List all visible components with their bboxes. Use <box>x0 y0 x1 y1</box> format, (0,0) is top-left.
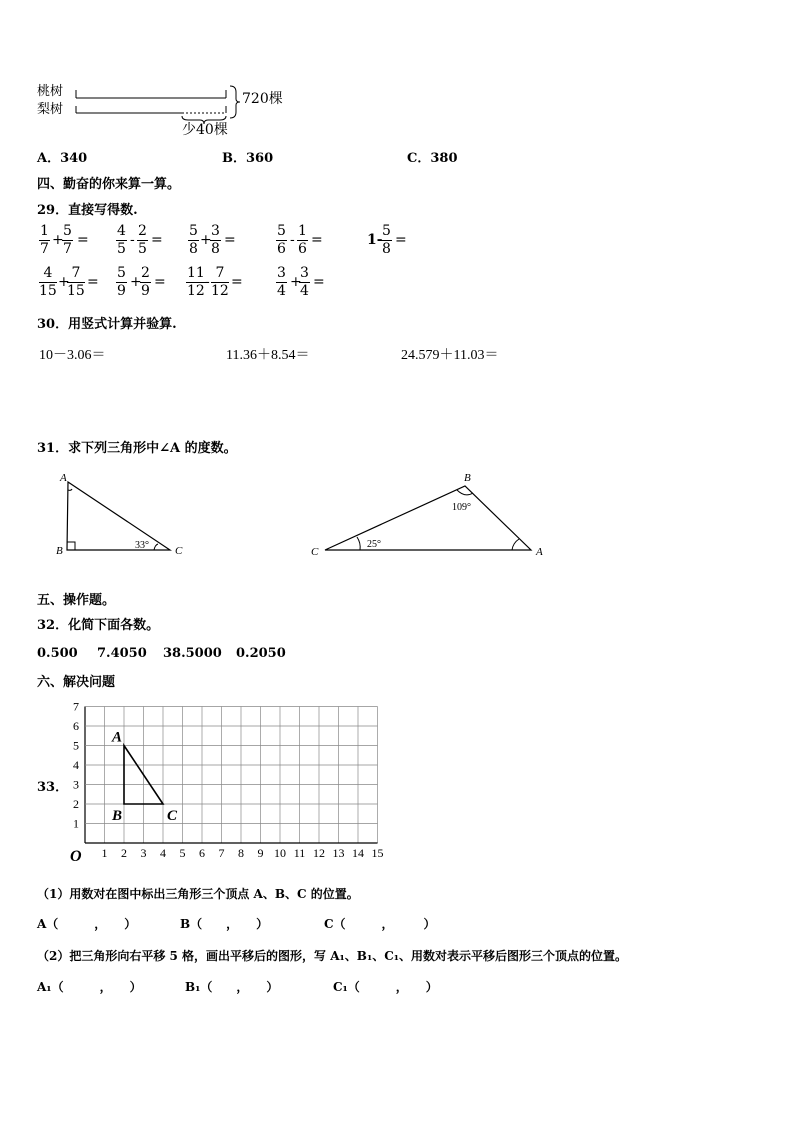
x-tick-label: 7 <box>218 846 225 860</box>
total-label: 720棵 <box>242 91 283 107</box>
vertex-label: C <box>167 808 178 824</box>
coordinate-grid <box>60 700 390 865</box>
fraction: $\frac{2}{9}$ <box>141 265 150 299</box>
option-a: A．340 <box>37 151 88 166</box>
x-tick-label: 13 <box>332 846 345 860</box>
q32-title: 32．化简下面各数。 <box>37 618 160 633</box>
y-tick-label: 2 <box>73 797 79 811</box>
x-tick-label: 2 <box>121 846 127 860</box>
fraction: $\frac{11}{12}$ <box>187 265 205 299</box>
diff-label: 少40棵 <box>182 122 228 138</box>
vertex-label: C <box>175 545 183 557</box>
q33-part1: （1）用数对在图中标出三角形三个顶点 A、B、C 的位置。 <box>37 887 359 901</box>
q30-expr-3: 24.579＋11.03＝ <box>401 348 499 363</box>
x-tick-label: 6 <box>199 846 205 860</box>
option-b: B．360 <box>222 151 274 166</box>
fraction: $\frac{2}{5}$ <box>138 223 147 257</box>
q31-left-triangle <box>50 468 200 563</box>
section-6-title: 六、解决问题 <box>37 675 116 690</box>
x-tick-label: 1 <box>101 846 108 860</box>
fraction: $\frac{5}{8}$ <box>382 223 391 257</box>
answer-c1: C₁（ ， ） <box>333 980 438 994</box>
q32-number-3: 38.5000 <box>163 646 222 661</box>
q31-right-triangle <box>305 466 555 561</box>
fraction: $\frac{1}{6}$ <box>298 223 307 257</box>
y-tick-label: 5 <box>73 738 79 753</box>
fraction: $\frac{5}{6}$ <box>277 223 286 257</box>
y-tick-label: 7 <box>73 700 79 714</box>
section-5-title: 五、操作题。 <box>37 593 116 608</box>
vertex-label: B <box>112 808 123 824</box>
q32-number-2: 7.4050 <box>97 646 147 661</box>
fraction: $\frac{3}{4}$ <box>277 265 286 299</box>
angle-label: 109° <box>452 502 471 513</box>
fraction: $\frac{3}{8}$ <box>211 223 220 257</box>
q32-number-4: 0.2050 <box>236 646 286 661</box>
q31-title: 31．求下列三角形中∠A 的度数。 <box>37 441 237 456</box>
q33-part2: （2）把三角形向右平移 5 格，画出平移后的图形，写 A₁、B₁、C₁、用数对表示平移后图形三个顶点的位置。 <box>37 949 628 963</box>
vertex-label: A <box>536 546 543 558</box>
x-tick-label: 8 <box>238 846 244 860</box>
y-tick-label: 3 <box>73 777 79 792</box>
vertex-label: C <box>311 546 319 558</box>
vertex-label: A <box>112 729 123 746</box>
fraction: $\frac{5}{7}$ <box>63 223 72 257</box>
fraction: $\frac{5}{9}$ <box>117 265 126 299</box>
fraction: $\frac{4}{5}$ <box>117 223 126 257</box>
vertex-label: B <box>464 472 471 484</box>
angle-label: 33° <box>135 540 149 551</box>
option-c: C．380 <box>407 151 458 166</box>
fraction: $\frac{1}{7}$ <box>40 223 49 257</box>
q33-number: 33． <box>37 780 69 795</box>
x-tick-label: 15 <box>371 846 384 860</box>
q30-expr-1: 10－3.06＝ <box>39 348 106 363</box>
x-tick-label: 14 <box>352 846 364 860</box>
answer-a1: A₁（ ， ） <box>37 980 142 994</box>
y-tick-label: 1 <box>73 816 79 831</box>
y-tick-label: 4 <box>73 758 79 772</box>
vertex-label: B <box>56 545 63 557</box>
x-tick-label: 3 <box>140 846 147 860</box>
answer-a: A（ ， ） <box>37 917 137 931</box>
answer-c: C（ ， ） <box>324 917 436 931</box>
q29-title: 29．直接写得数. <box>37 203 138 218</box>
q32-number-1: 0.500 <box>37 646 78 661</box>
answer-b1: B₁（ ， ） <box>185 980 279 994</box>
q30-title: 30．用竖式计算并验算. <box>37 317 177 332</box>
x-tick-label: 11 <box>293 846 306 860</box>
pear-label: 梨树 <box>37 102 64 117</box>
peach-label: 桃树 <box>37 84 64 99</box>
q30-expr-2: 11.36＋8.54＝ <box>226 348 310 363</box>
fraction: $\frac{5}{8}$ <box>189 223 198 257</box>
x-tick-label: 10 <box>274 846 286 860</box>
angle-label: 25° <box>367 539 381 550</box>
answer-b: B（ ， ） <box>180 917 269 931</box>
fraction: $\frac{3}{4}$ <box>300 265 309 299</box>
y-tick-label: 6 <box>73 719 79 733</box>
fraction: $\frac{4}{15}$ <box>39 265 57 299</box>
section-4-title: 四、勤奋的你来算一算。 <box>37 177 181 192</box>
vertex-label: A <box>60 472 67 484</box>
origin-label: O <box>70 848 82 865</box>
x-tick-label: 4 <box>160 846 166 860</box>
fraction: $\frac{7}{12}$ <box>211 265 229 299</box>
x-tick-label: 9 <box>257 846 264 860</box>
x-tick-label: 12 <box>313 846 325 860</box>
fraction: $\frac{7}{15}$ <box>67 265 85 299</box>
x-tick-label: 5 <box>179 846 186 860</box>
